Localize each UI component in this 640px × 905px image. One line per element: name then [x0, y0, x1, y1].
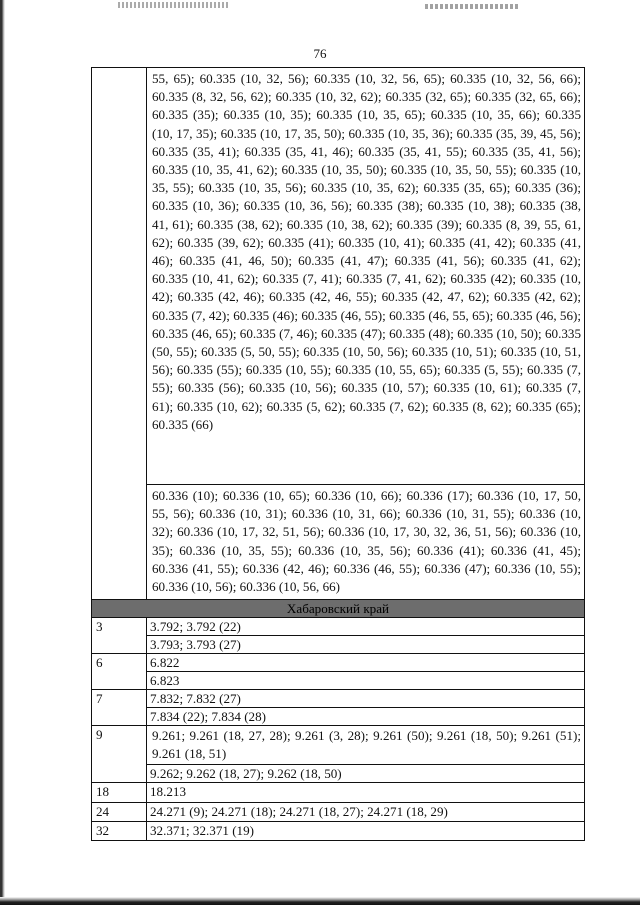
scan-noise-top-left: [118, 2, 228, 8]
table-row: [92, 821, 585, 840]
code-cell: 9: [92, 726, 147, 783]
region-heading: Хабаровский край: [92, 600, 585, 618]
code-cell: 18: [92, 783, 147, 802]
codes-cell: 3.792; 3.792 (22): [147, 618, 585, 636]
codes-cell: 7.832; 7.832 (27): [147, 690, 585, 708]
region-row: [92, 600, 585, 618]
code-cell: 32: [92, 821, 147, 840]
table-row: [92, 690, 585, 708]
codes-cell: 6.823: [147, 672, 585, 690]
codes-cell: 60.336 (10); 60.336 (10, 65); 60.336 (10, 66); 60.336 (17); 60.336 (10, 17, 50, 55, 56); 60.336 (10, 31); 60.336 (10, 31, 66); 60.336 (10, 31, 55); 60.336 (10, 32); 60.336 (10, 17, 32, 51, 56); 60.336 (10, 17, 30, 32, 36, 51, 56); 60.336 (10, 35); 60.336 (10, 35, 55); 60.336 (10, 35, 56); 60.336 (41); 60.336 (41, 45); 60.336 (41, 55); 60.336 (42, 46); 60.336 (46, 55); 60.336 (47); 60.336 (10, 55); 60.336 (10, 56); 60.336 (10, 56, 66): [147, 485, 585, 600]
code-cell: 3: [92, 618, 147, 654]
codes-cell: 18.213: [147, 783, 585, 802]
codes-cell: 32.371; 32.371 (19): [147, 821, 585, 840]
table-row: [92, 783, 585, 802]
table-row: [92, 726, 585, 765]
table-row: [92, 636, 585, 654]
table-row: [92, 485, 585, 600]
codes-cell: 6.822: [147, 654, 585, 672]
codes-cell: 7.834 (22); 7.834 (28): [147, 708, 585, 726]
codes-cell: 55, 65); 60.335 (10, 32, 56); 60.335 (10, 32, 56, 65); 60.335 (10, 32, 56, 66); 60.335 (8, 32, 56, 62); 60.335 (10, 32, 62); 60.335 (32, 65); 60.335 (32, 65, 66); 60.335 (35); 60.335 (10, 35); 60.335 (10, 35, 65); 60.335 (10, 35, 66); 60.335 (10, 17, 35); 60.335 (10, 17, 35, 50); 60.335 (10, 35, 36); 60.335 (35, 39, 45, 56); 60.335 (35, 41); 60.335 (35, 41, 46); 60.335 (35, 41, 55); 60.335 (35, 41, 56); 60.335 (10, 35, 41, 62); 60.335 (10, 35, 50); 60.335 (10, 35, 50, 55); 60.335 (10, 35, 55); 60.335 (10, 35, 56); 60.335 (10, 35, 62); 60.335 (35, 65); 60.335 (36); 60.335 (10, 36); 60.335 (10, 36, 56); 60.335 (38); 60.335 (10, 38); 60.335 (38, 41, 61); 60.335 (38, 62); 60.335 (10, 38, 62); 60.335 (39); 60.335 (8, 39, 55, 61, 62); 60.335 (39, 62); 60.335 (41); 60.335 (10, 41); 60.335 (41, 42); 60.335 (41, 46); 60.335 (41, 46, 50); 60.335 (41, 47); 60.335 (41, 56); 60.335 (41, 62); 60.335 (10, 41, 62); 60.335 (7, 41); 60.335 (7, 41, 62); 60.335 (42); 60.335 (10, 42); 60.335 (42, 46); 60.335 (42, 46, 55); 60.335 (42, 47, 62); 60.335 (42, 62); 60.335 (7, 42); 60.335 (46); 60.335 (46, 55); 60.335 (46, 55, 65); 60.335 (46, 56); 60.335 (46, 65); 60.335 (7, 46); 60.335 (47); 60.335 (48); 60.335 (10, 50); 60.335 (50, 55); 60.335 (5, 50, 55); 60.335 (10, 50, 56); 60.335 (10, 51); 60.335 (10, 51, 56); 60.335 (55); 60.335 (10, 55); 60.335 (10, 55, 65); 60.335 (5, 55); 60.335 (7, 55); 60.335 (56); 60.335 (10, 56); 60.335 (10, 57); 60.335 (10, 61); 60.335 (7, 61); 60.335 (10, 62); 60.335 (5, 62); 60.335 (7, 62); 60.335 (8, 62); 60.335 (65); 60.335 (66): [147, 68, 585, 485]
scan-edge-bottom: [0, 897, 640, 905]
codes-cell: 9.261; 9.261 (18, 27, 28); 9.261 (3, 28); 9.261 (50); 9.261 (18, 50); 9.261 (51); 9.261 (18, 51): [147, 726, 585, 765]
scan-noise-top-right: [425, 4, 520, 9]
table-row: [92, 618, 585, 636]
table-row: [92, 802, 585, 821]
codes-cell: 3.793; 3.793 (27): [147, 636, 585, 654]
scan-edge-left: [0, 0, 5, 905]
table-row: [92, 765, 585, 783]
table-row: [92, 672, 585, 690]
code-cell: 6: [92, 654, 147, 690]
codes-cell: 9.262; 9.262 (18, 27); 9.262 (18, 50): [147, 765, 585, 783]
table-row: [92, 68, 585, 485]
page-number: 76: [313, 46, 327, 61]
table-row: [92, 708, 585, 726]
codes-cell: 24.271 (9); 24.271 (18); 24.271 (18, 27); 24.271 (18, 29): [147, 802, 585, 821]
code-cell: 24: [92, 802, 147, 821]
classification-table: [91, 67, 585, 841]
code-cell: 7: [92, 690, 147, 726]
code-cell: [92, 68, 147, 600]
table-row: [92, 654, 585, 672]
